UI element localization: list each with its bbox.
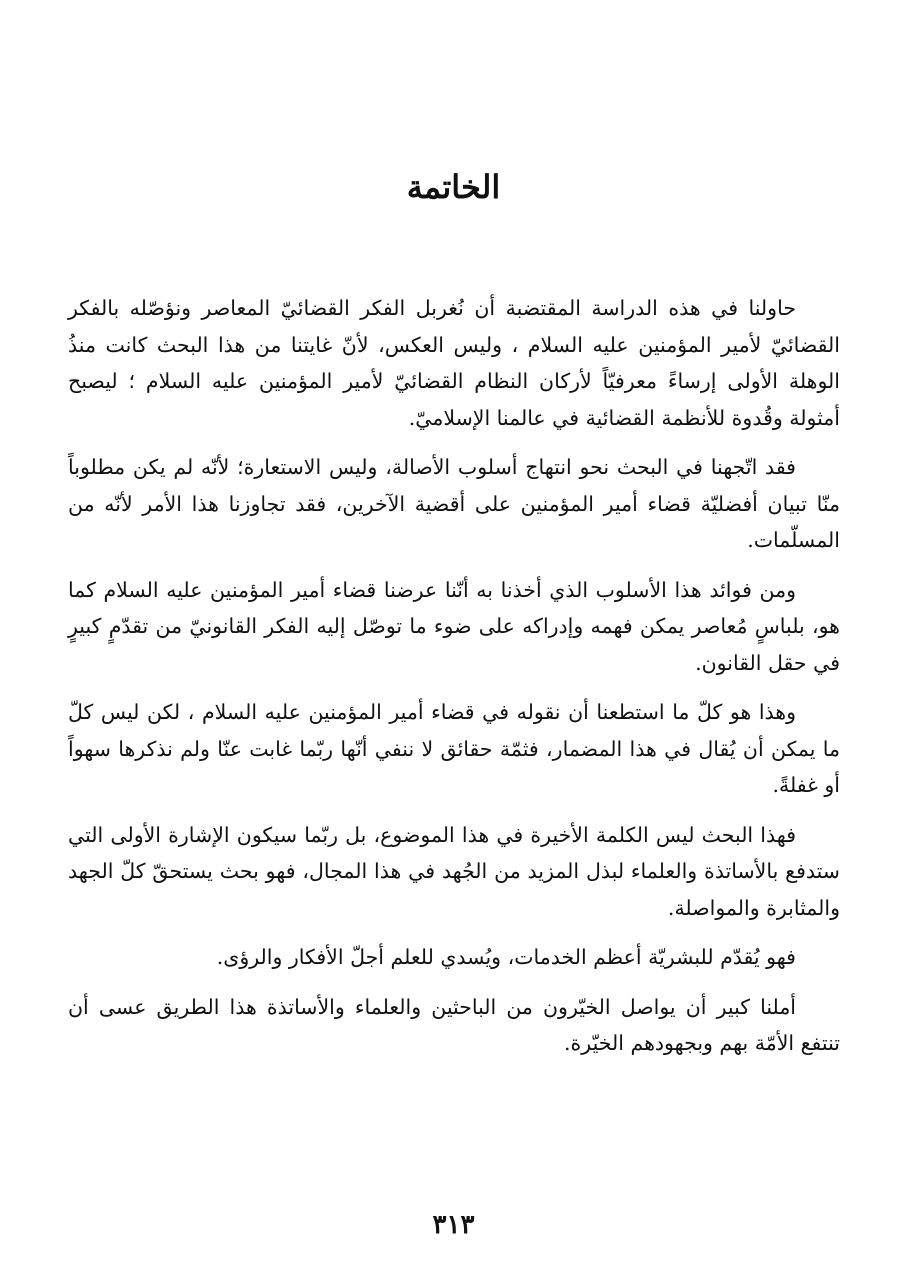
paragraph-2: فقد اتّجهنا في البحث نحو انتهاج أسلوب الأصالة، وليس الاستعارة؛ لأنّه لم يكن مطلوباً منّا تبيان أفضليّة قضاء أمير المؤمنين على أقضية الآخرين، فقد تجاوزنا هذا الأمر لأنّه من المسلّمات. xyxy=(68,455,840,552)
paragraph-3: ومن فوائد هذا الأسلوب الذي أخذنا به أنّنا عرضنا قضاء أمير المؤمنين عليه السلام كما هو، بلباسٍ مُعاصر يمكن فهمه وإدراكه على ضوء ما توصّل إليه الفكر القانونيّ من تقدّمٍ كبيرٍ في حقل القانون. xyxy=(68,577,840,675)
paragraph-7: أملنا كبير أن يواصل الخيّرون من الباحثين والعلماء والأساتذة هذا الطريق عسى أن تنتفع الأمّة بهم وبجهودهم الخيّرة. xyxy=(68,994,840,1055)
paragraph-6: فهو يُقدّم للبشريّة أعظم الخدمات، ويُسدي للعلم أجلّ الأفكار والرؤى. xyxy=(216,945,796,969)
paragraph-1: حاولنا في هذه الدراسة المقتضبة أن نُغربل الفكر القضائيّ المعاصر ونؤصّله بالفكر القضائيّ لأمير المؤمنين عليه السلام ، وليس العكس، لأنّ غايتنا من هذا البحث كانت منذُ الوهلة الأولى إرساءً معرفيّاً لأركان النظام القضائيّ لأمير المؤمنين عليه السلام ؛ ليصبح أمثولة وقُدوة للأنظمة القضائية في عالمنا الإسلاميّ. xyxy=(68,296,840,430)
page-title: الخاتمة xyxy=(406,168,501,206)
paragraph-5: فهذا البحث ليس الكلمة الأخيرة في هذا الموضوع، بل ربّما سيكون الإشارة الأولى التي ستدفع بالأساتذة والعلماء لبذل المزيد من الجُهد في هذا المجال، فهو بحث يستحقّ كلّ الجهد والمثابرة والمواصلة. xyxy=(68,822,840,920)
body-text xyxy=(68,290,840,1075)
paragraph-4: وهذا هو كلّ ما استطعنا أن نقوله في قضاء أمير المؤمنين عليه السلام ، لكن ليس كلّ ما يمكن أن يُقال في هذا المضمار، فثمّة حقائق لا ننفي أنّها ربّما غابت عنّا ولم نذكرها سهواً أو غفلةً. xyxy=(68,700,840,797)
page-number: ٣١٣ xyxy=(432,1210,475,1240)
